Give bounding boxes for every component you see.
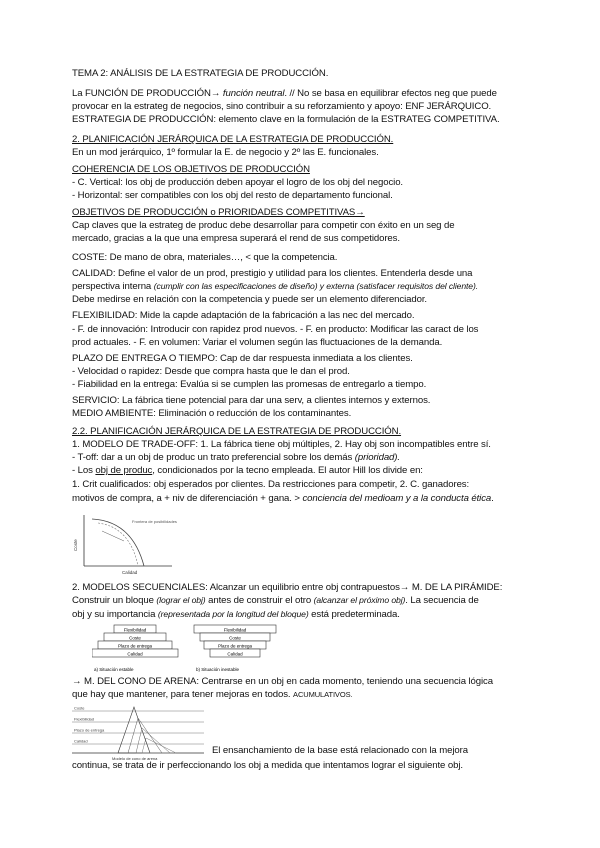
text-underlined: obj de produc	[95, 465, 153, 476]
paragraph-line: - Fiabilidad en la entrega: Evalúa si se cumplen las promesas de entregarlo a tiempo.	[72, 379, 427, 390]
cone-label: Calidad	[74, 738, 88, 744]
paragraph-line: → M. DEL CONO DE ARENA: Centrarse en un obj en cada momento, teniendo una secuencia lógica	[72, 676, 493, 687]
paragraph-line: - C. Vertical: los obj de producción deben apoyar el logro de los obj del negocio.	[72, 177, 403, 188]
sand-cone-figure	[72, 704, 212, 762]
section-heading: 2. PLANIFICACIÓN JERÁRQUICA DE LA ESTRATEGIA DE PRODUCCIÓN.	[72, 134, 394, 145]
text: . // No se basa en equilibrar efectos neg que puede	[284, 88, 497, 99]
text: está predeterminada.	[308, 609, 400, 620]
subsection-heading: OBJETIVOS DE PRODUCCIÓN o PRIORIDADES COMPETITIVAS→	[72, 207, 365, 218]
paragraph-line	[72, 609, 400, 620]
paragraph-line: prod actuales. - F. en volumen: Variar el volumen según las fluctuaciones de la demanda.	[72, 337, 443, 348]
text: La FUNCIÓN DE PRODUCCIÓN→	[72, 88, 223, 99]
paragraph-line	[72, 465, 423, 476]
text-italic: (alcanzar el próximo obj)	[313, 595, 406, 605]
doc-title: TEMA 2: ANÁLISIS DE LA ESTRATEGIA DE PRODUCCIÓN.	[72, 68, 329, 79]
section-heading: 2.2. PLANIFICACIÓN JERÁRQUICA DE LA ESTRATEGIA DE PRODUCCIÓN.	[72, 426, 402, 437]
x-axis-label: Calidad	[122, 570, 138, 575]
text: , condicionados por la tecno empleada. El autor Hill los divide en:	[152, 465, 423, 476]
paragraph-line: FLEXIBILIDAD: Mide la capde adaptación de la fabricación a las nec del mercado.	[72, 310, 415, 321]
block-label: Calidad	[127, 651, 143, 657]
paragraph-line: PLAZO DE ENTREGA O TIEMPO: Cap de dar respuesta inmediata a los clientes.	[72, 353, 413, 364]
paragraph-line	[72, 493, 494, 504]
figure-caption: b) Situación inestable	[196, 667, 240, 672]
block-label: Coste	[229, 635, 241, 641]
paragraph-line: mercado, gracias a la que una empresa superará el rend de sus competidores.	[72, 233, 400, 244]
text: motivos de compra, a + niv de diferenciación + gana. >	[72, 493, 303, 504]
block-label: Plazo de entrega	[217, 643, 253, 649]
y-axis-label: Coste	[73, 539, 78, 551]
block-label: Calidad	[227, 651, 243, 657]
text: . La secuencia de	[405, 595, 479, 606]
paragraph-line: continua, se trata de ir perfeccionando los obj a medida que intentamos lograr el siguiente obj.	[72, 760, 463, 771]
text-italic: (lograr el obj)	[156, 595, 206, 605]
text: perspectiva interna	[72, 281, 154, 292]
paragraph-line: 1. MODELO DE TRADE-OFF: 1. La fábrica tiene obj múltiples, 2. Hay obj son incompatibles entre sí.	[72, 439, 491, 450]
block-label: Coste	[129, 635, 141, 641]
cone-label: Flexibilidad	[74, 716, 95, 722]
block-label: Plazo de entrega	[117, 643, 153, 649]
paragraph-line: El ensanchamiento de la base está relacionado con la mejora	[212, 745, 468, 756]
text: - Los	[72, 465, 96, 476]
cone-label: Plazo de entrega	[74, 727, 105, 733]
text-italic: función neutral	[222, 88, 285, 99]
text: antes de construir el otro	[205, 595, 314, 606]
text-small-caps: ACUMULATIVOS.	[293, 690, 353, 699]
text-italic: (prioridad).	[354, 452, 400, 463]
text: - T-off: dar a un obj de produc un trato preferencial sobre los demás	[72, 452, 355, 463]
paragraph-line: - Velocidad o rapidez: Desde que compra hasta que le dan el prod.	[72, 366, 350, 377]
text-italic: conciencia del medioam y a la conducta ética	[302, 493, 492, 504]
frontier-curve-inner	[98, 523, 138, 566]
paragraph-line: MEDIO AMBIENTE: Eliminación o reducción de los contaminantes.	[72, 408, 352, 419]
paragraph-line	[72, 595, 479, 606]
block-label: Flexibilidad	[123, 627, 147, 633]
paragraph-line	[72, 88, 497, 99]
paragraph-line	[72, 452, 400, 463]
pyramid-figures	[92, 623, 292, 683]
paragraph-line: 2. MODELOS SECUENCIALES: Alcanzar un equilibrio entre obj contrapuestos→ M. DE LA PIRÁMIDE:	[72, 582, 503, 593]
text: .	[491, 493, 494, 504]
paragraph-line: Debe medirse en relación con la competencia y puede ser un elemento diferenciador.	[72, 294, 427, 305]
paragraph-line: CALIDAD: Define el valor de un prod, prestigio y utilidad para los clientes. Entenderla desde una	[72, 268, 473, 279]
text: Construir un bloque	[72, 595, 157, 606]
text-italic: (representada por la longitud del bloque)	[157, 609, 309, 619]
paragraph-line: SERVICIO: La fábrica tiene potencial para dar una serv, a clientes internos y externos.	[72, 395, 431, 406]
paragraph-line: 1. Crit cualificados: obj esperados por clientes. Da restricciones para competir, 2. C. ganadores:	[72, 479, 470, 490]
cone	[136, 728, 170, 753]
paragraph-line	[72, 281, 478, 292]
paragraph-line: - Horizontal: ser compatibles con los obj del resto de departamento funcional.	[72, 190, 393, 201]
text: obj y su importancia	[72, 609, 158, 620]
paragraph-line: COSTE: De mano de obra, materiales…, < que la competencia.	[72, 252, 338, 263]
cone-label: Coste	[74, 705, 85, 711]
figure-caption: Modelo de cono de arena	[112, 756, 158, 761]
paragraph-line: ESTRATEGIA DE PRODUCCIÓN: elemento clave en la formulación de la ESTRATEG COMPETITIVA.	[72, 114, 500, 125]
pyramid-stable	[92, 625, 178, 672]
figure-caption: a) Situación estable	[94, 667, 134, 672]
tradeoff-figure	[72, 511, 212, 576]
paragraph-line: - F. de innovación: Introducir con rapidez prod nuevos. - F. en producto: Modificar las caract de los	[72, 324, 479, 335]
block-label: Flexibilidad	[223, 627, 247, 633]
text: que hay que mantener, para tener mejoras en todos.	[72, 689, 294, 700]
text-italic: (cumplir con las especificaciones de diseño) y externa (satisfacer requisitos del cliente).	[153, 281, 479, 291]
paragraph-line: En un mod jerárquico, 1º formular la E. de negocio y 2º las E. funcionales.	[72, 147, 379, 158]
pyramid-unstable	[194, 625, 276, 672]
subsection-heading: COHERENCIA DE LOS OBJETIVOS DE PRODUCCIÓN	[72, 164, 310, 175]
cone	[128, 718, 162, 753]
paragraph-line: provocar en la estrateg de negocios, sino contribuir a su reforzamiento y apoyo: ENF JERÁRQUICO.	[72, 101, 492, 112]
figure-note: Frontera de posibilidades	[132, 519, 177, 524]
cone	[118, 707, 150, 753]
paragraph-line: Cap claves que la estrateg de produc debe desarrollar para competir con éxito en un seg de	[72, 220, 455, 231]
paragraph-line	[72, 689, 352, 700]
